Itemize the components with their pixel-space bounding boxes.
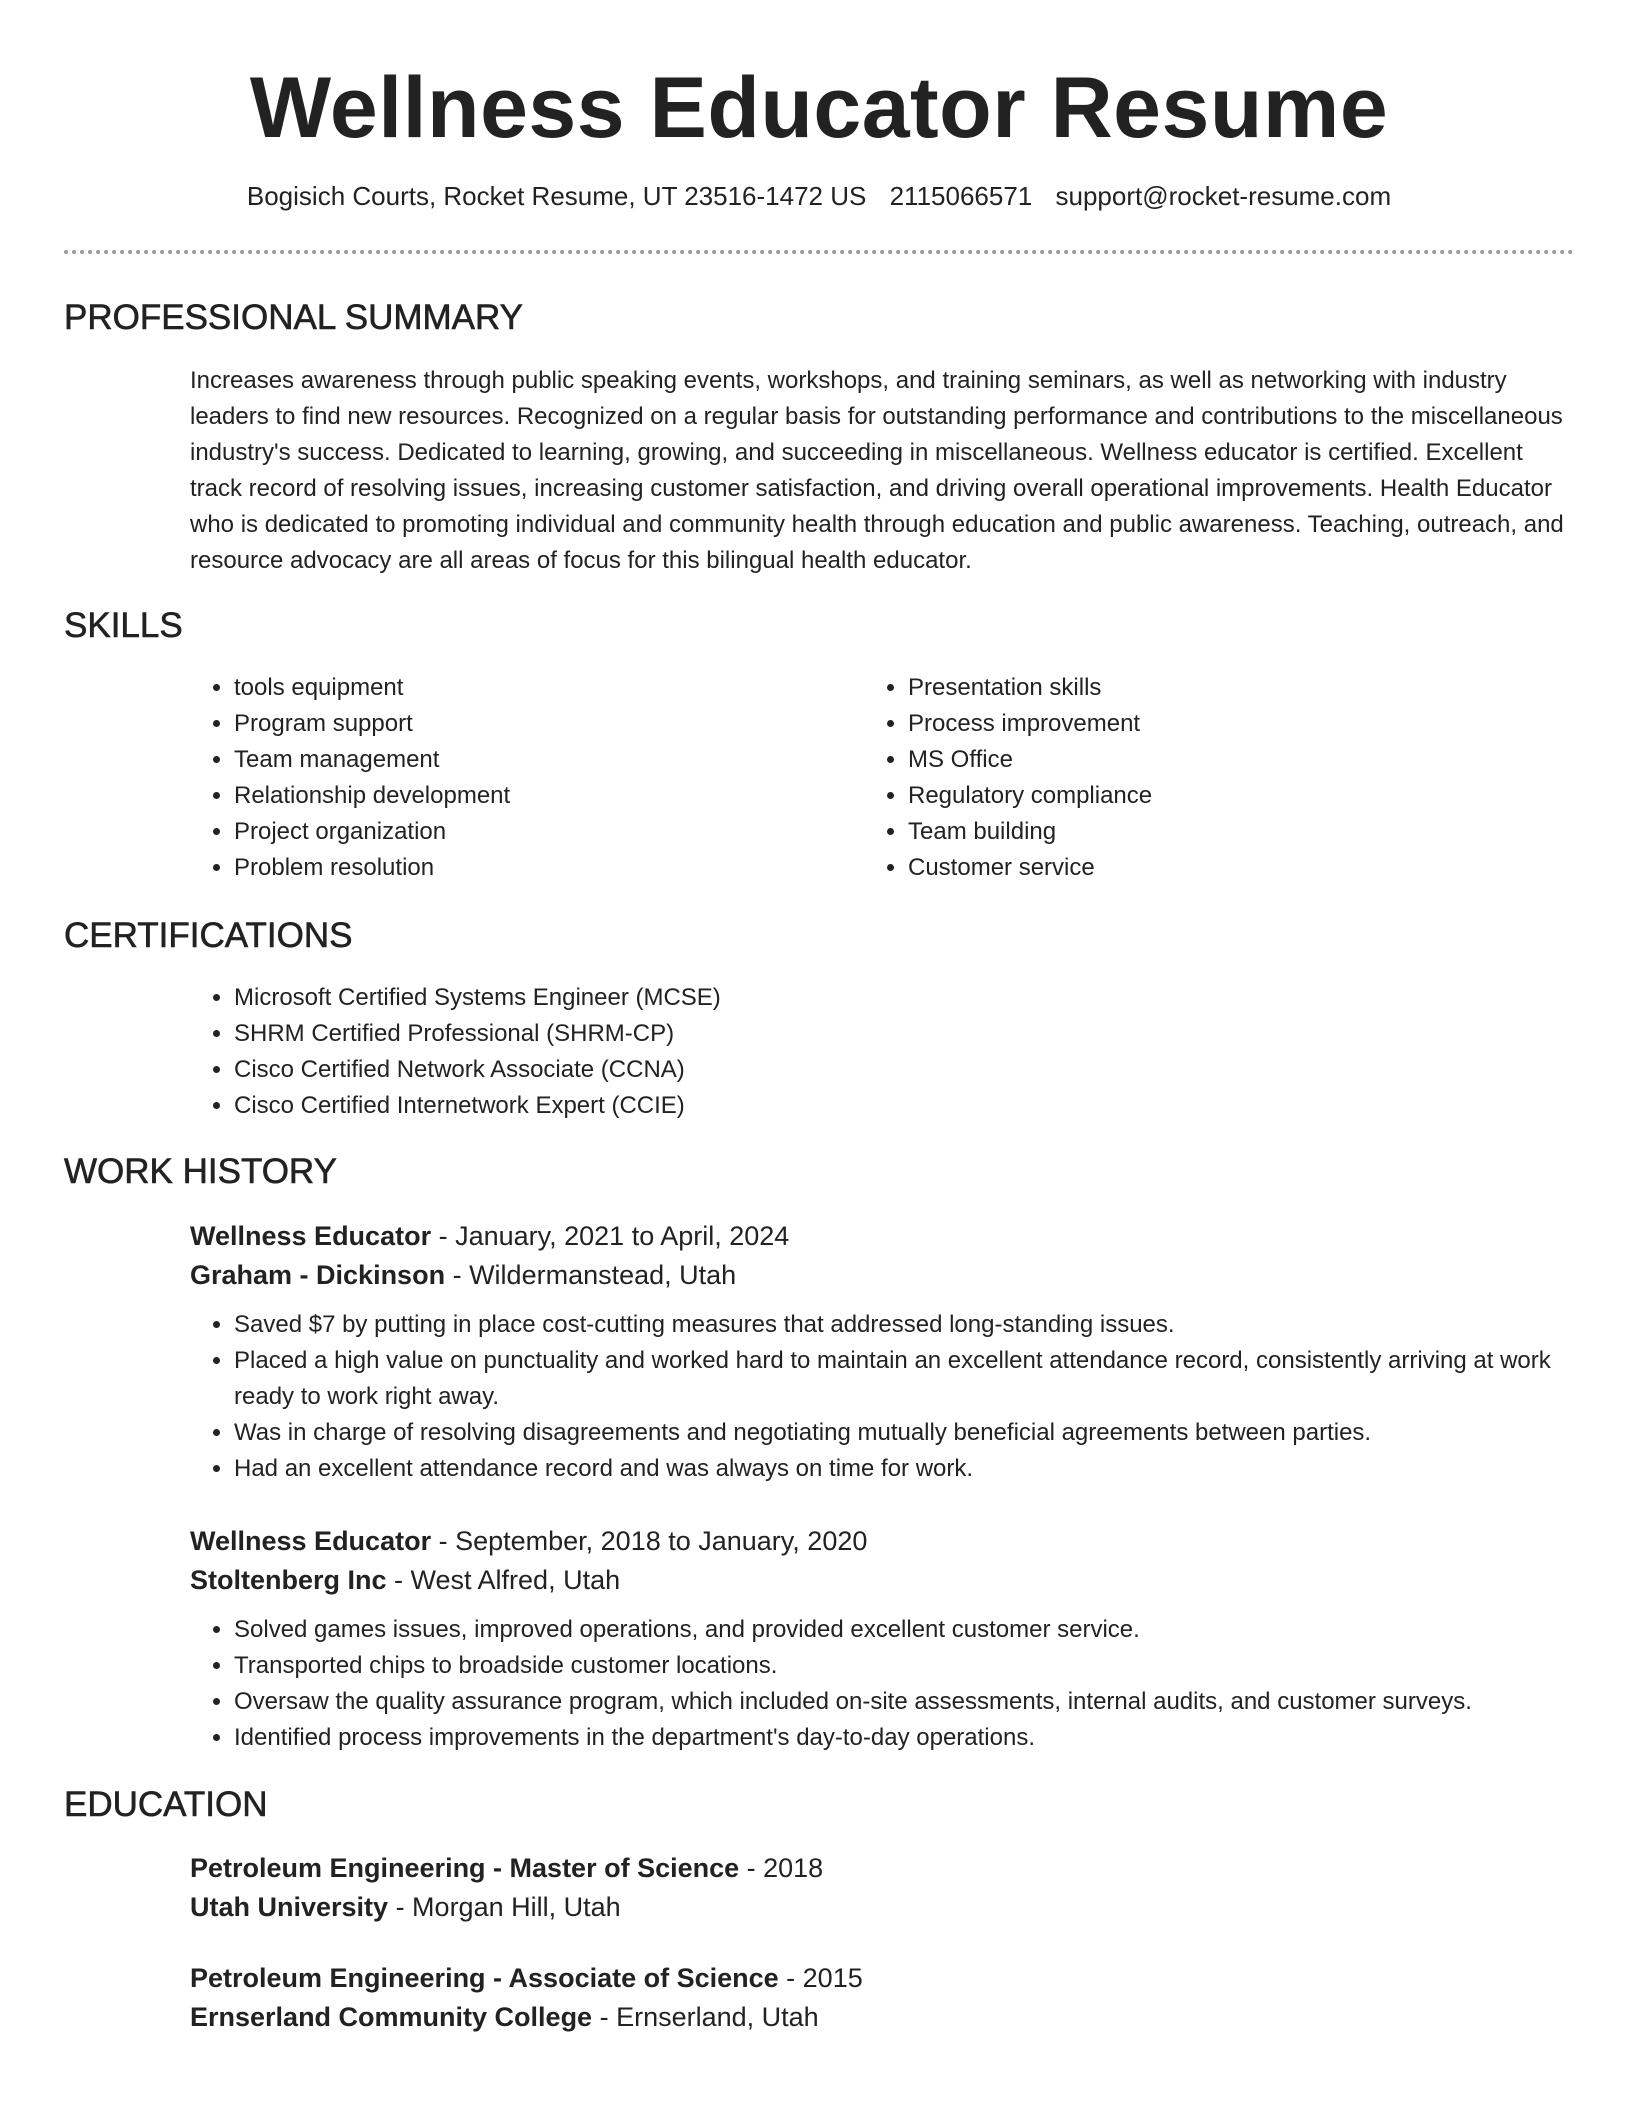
certification-item: • Cisco Certified Network Associate (CCNA) bbox=[234, 1052, 1574, 1088]
degree-line bbox=[190, 1849, 1574, 1888]
job-bullet: • Saved $7 by putting in place cost-cutting measures that addressed long-standing issues. bbox=[234, 1307, 1574, 1343]
skills-column-right bbox=[864, 670, 1544, 886]
certification-item: • Cisco Certified Internetwork Expert (CCIE) bbox=[234, 1088, 1574, 1124]
resume-title: Wellness Educator Resume bbox=[249, 60, 1389, 156]
job-dates: - September, 2018 to January, 2020 bbox=[431, 1526, 868, 1556]
skill-item: • tools equipment bbox=[234, 670, 870, 706]
header-divider bbox=[64, 250, 1574, 254]
skill-item: • Process improvement bbox=[908, 706, 1544, 742]
summary-section bbox=[190, 363, 1574, 579]
certifications-list bbox=[190, 980, 1574, 1124]
degree: Petroleum Engineering - Associate of Science bbox=[190, 1963, 779, 1993]
job-company: Stoltenberg Inc bbox=[190, 1565, 387, 1595]
job-bullet: • Was in charge of resolving disagreements and negotiating mutually beneficial agreements between parties. bbox=[234, 1415, 1574, 1451]
skill-item: • Program support bbox=[234, 706, 870, 742]
education-entry bbox=[190, 1959, 1574, 2037]
skills-heading: SKILLS bbox=[64, 606, 183, 645]
skill-item: • Problem resolution bbox=[234, 850, 870, 886]
job-bullets bbox=[190, 1612, 1574, 1756]
skill-item: • Customer service bbox=[908, 850, 1544, 886]
school-location: - Morgan Hill, Utah bbox=[388, 1892, 621, 1922]
skill-item: • Project organization bbox=[234, 814, 870, 850]
contact-line bbox=[64, 180, 1574, 212]
school-location: - Ernserland, Utah bbox=[592, 2002, 819, 2032]
job-bullet: • Transported chips to broadside customer locations. bbox=[234, 1648, 1574, 1684]
job-company: Graham - Dickinson bbox=[190, 1260, 446, 1290]
certifications-section bbox=[190, 980, 1574, 1124]
school-line bbox=[190, 1888, 1574, 1927]
job-title-line bbox=[190, 1217, 1574, 1256]
certifications-heading: CERTIFICATIONS bbox=[64, 916, 353, 955]
job-title: Wellness Educator bbox=[190, 1526, 432, 1556]
job-company-line bbox=[190, 1256, 1574, 1295]
job-bullet: • Placed a high value on punctuality and worked hard to maintain an excellent attendance record, consistently arriving at work ready to work right away. bbox=[234, 1343, 1574, 1415]
job-dates: - January, 2021 to April, 2024 bbox=[431, 1221, 790, 1251]
job-bullet: • Had an excellent attendance record and was always on time for work. bbox=[234, 1451, 1574, 1487]
school-line bbox=[190, 1998, 1574, 2037]
job-bullet: • Identified process improvements in the department's day-to-day operations. bbox=[234, 1720, 1574, 1756]
job-entry bbox=[190, 1522, 1574, 1756]
skills-list-left bbox=[190, 670, 870, 886]
job-location: - West Alfred, Utah bbox=[386, 1565, 621, 1595]
summary-text: Increases awareness through public speaking events, workshops, and training seminars, as well as networking with industry leaders to find new resources. Recognized on a regular basis for outstanding performance and contributions to the miscellaneous industry's success. Dedicated to learning, growing, and succeeding in miscellaneous. Wellness educator is certified. Excellent track record of resolving issues, increasing customer satisfaction, and driving overall operational improvements. Health Educator who is dedicated to promoting individual and community health through education and public awareness. Teaching, outreach, and resource advocacy are all areas of focus for this bilingual health educator. bbox=[190, 367, 1564, 574]
degree-line bbox=[190, 1959, 1574, 1998]
contact-address: Bogisich Courts, Rocket Resume, UT 23516-1472 US bbox=[246, 181, 867, 211]
work-history-heading: WORK HISTORY bbox=[64, 1152, 337, 1191]
degree: Petroleum Engineering - Master of Science bbox=[190, 1853, 740, 1883]
job-title-line bbox=[190, 1522, 1574, 1561]
resume-page bbox=[64, 0, 1574, 2032]
certification-item: • Microsoft Certified Systems Engineer (MCSE) bbox=[234, 980, 1574, 1016]
school: Ernserland Community College bbox=[190, 2002, 593, 2032]
school: Utah University bbox=[190, 1892, 389, 1922]
skills-section bbox=[190, 670, 1574, 890]
skill-item: • Team building bbox=[908, 814, 1544, 850]
degree-year: - 2018 bbox=[739, 1853, 824, 1883]
contact-phone: 2115066571 bbox=[889, 181, 1033, 211]
education-entry bbox=[190, 1849, 1574, 1927]
job-bullet: • Solved games issues, improved operations, and provided excellent customer service. bbox=[234, 1612, 1574, 1648]
job-company-line bbox=[190, 1561, 1574, 1600]
job-entry bbox=[190, 1217, 1574, 1487]
skill-item: • Regulatory compliance bbox=[908, 778, 1544, 814]
job-location: - Wildermanstead, Utah bbox=[445, 1260, 737, 1290]
certification-item: • SHRM Certified Professional (SHRM-CP) bbox=[234, 1016, 1574, 1052]
skill-item: • Presentation skills bbox=[908, 670, 1544, 706]
summary-heading: PROFESSIONAL SUMMARY bbox=[64, 298, 523, 337]
skills-list-right bbox=[864, 670, 1544, 886]
job-bullet: • Oversaw the quality assurance program, which included on-site assessments, internal audits, and customer surveys. bbox=[234, 1684, 1574, 1720]
degree-year: - 2015 bbox=[778, 1963, 863, 1993]
contact-email: support@rocket-resume.com bbox=[1055, 181, 1392, 211]
skills-column-left bbox=[190, 670, 870, 886]
skill-item: • MS Office bbox=[908, 742, 1544, 778]
job-bullets bbox=[190, 1307, 1574, 1487]
skill-item: • Relationship development bbox=[234, 778, 870, 814]
skill-item: • Team management bbox=[234, 742, 870, 778]
job-title: Wellness Educator bbox=[190, 1221, 432, 1251]
education-heading: EDUCATION bbox=[64, 1785, 268, 1824]
